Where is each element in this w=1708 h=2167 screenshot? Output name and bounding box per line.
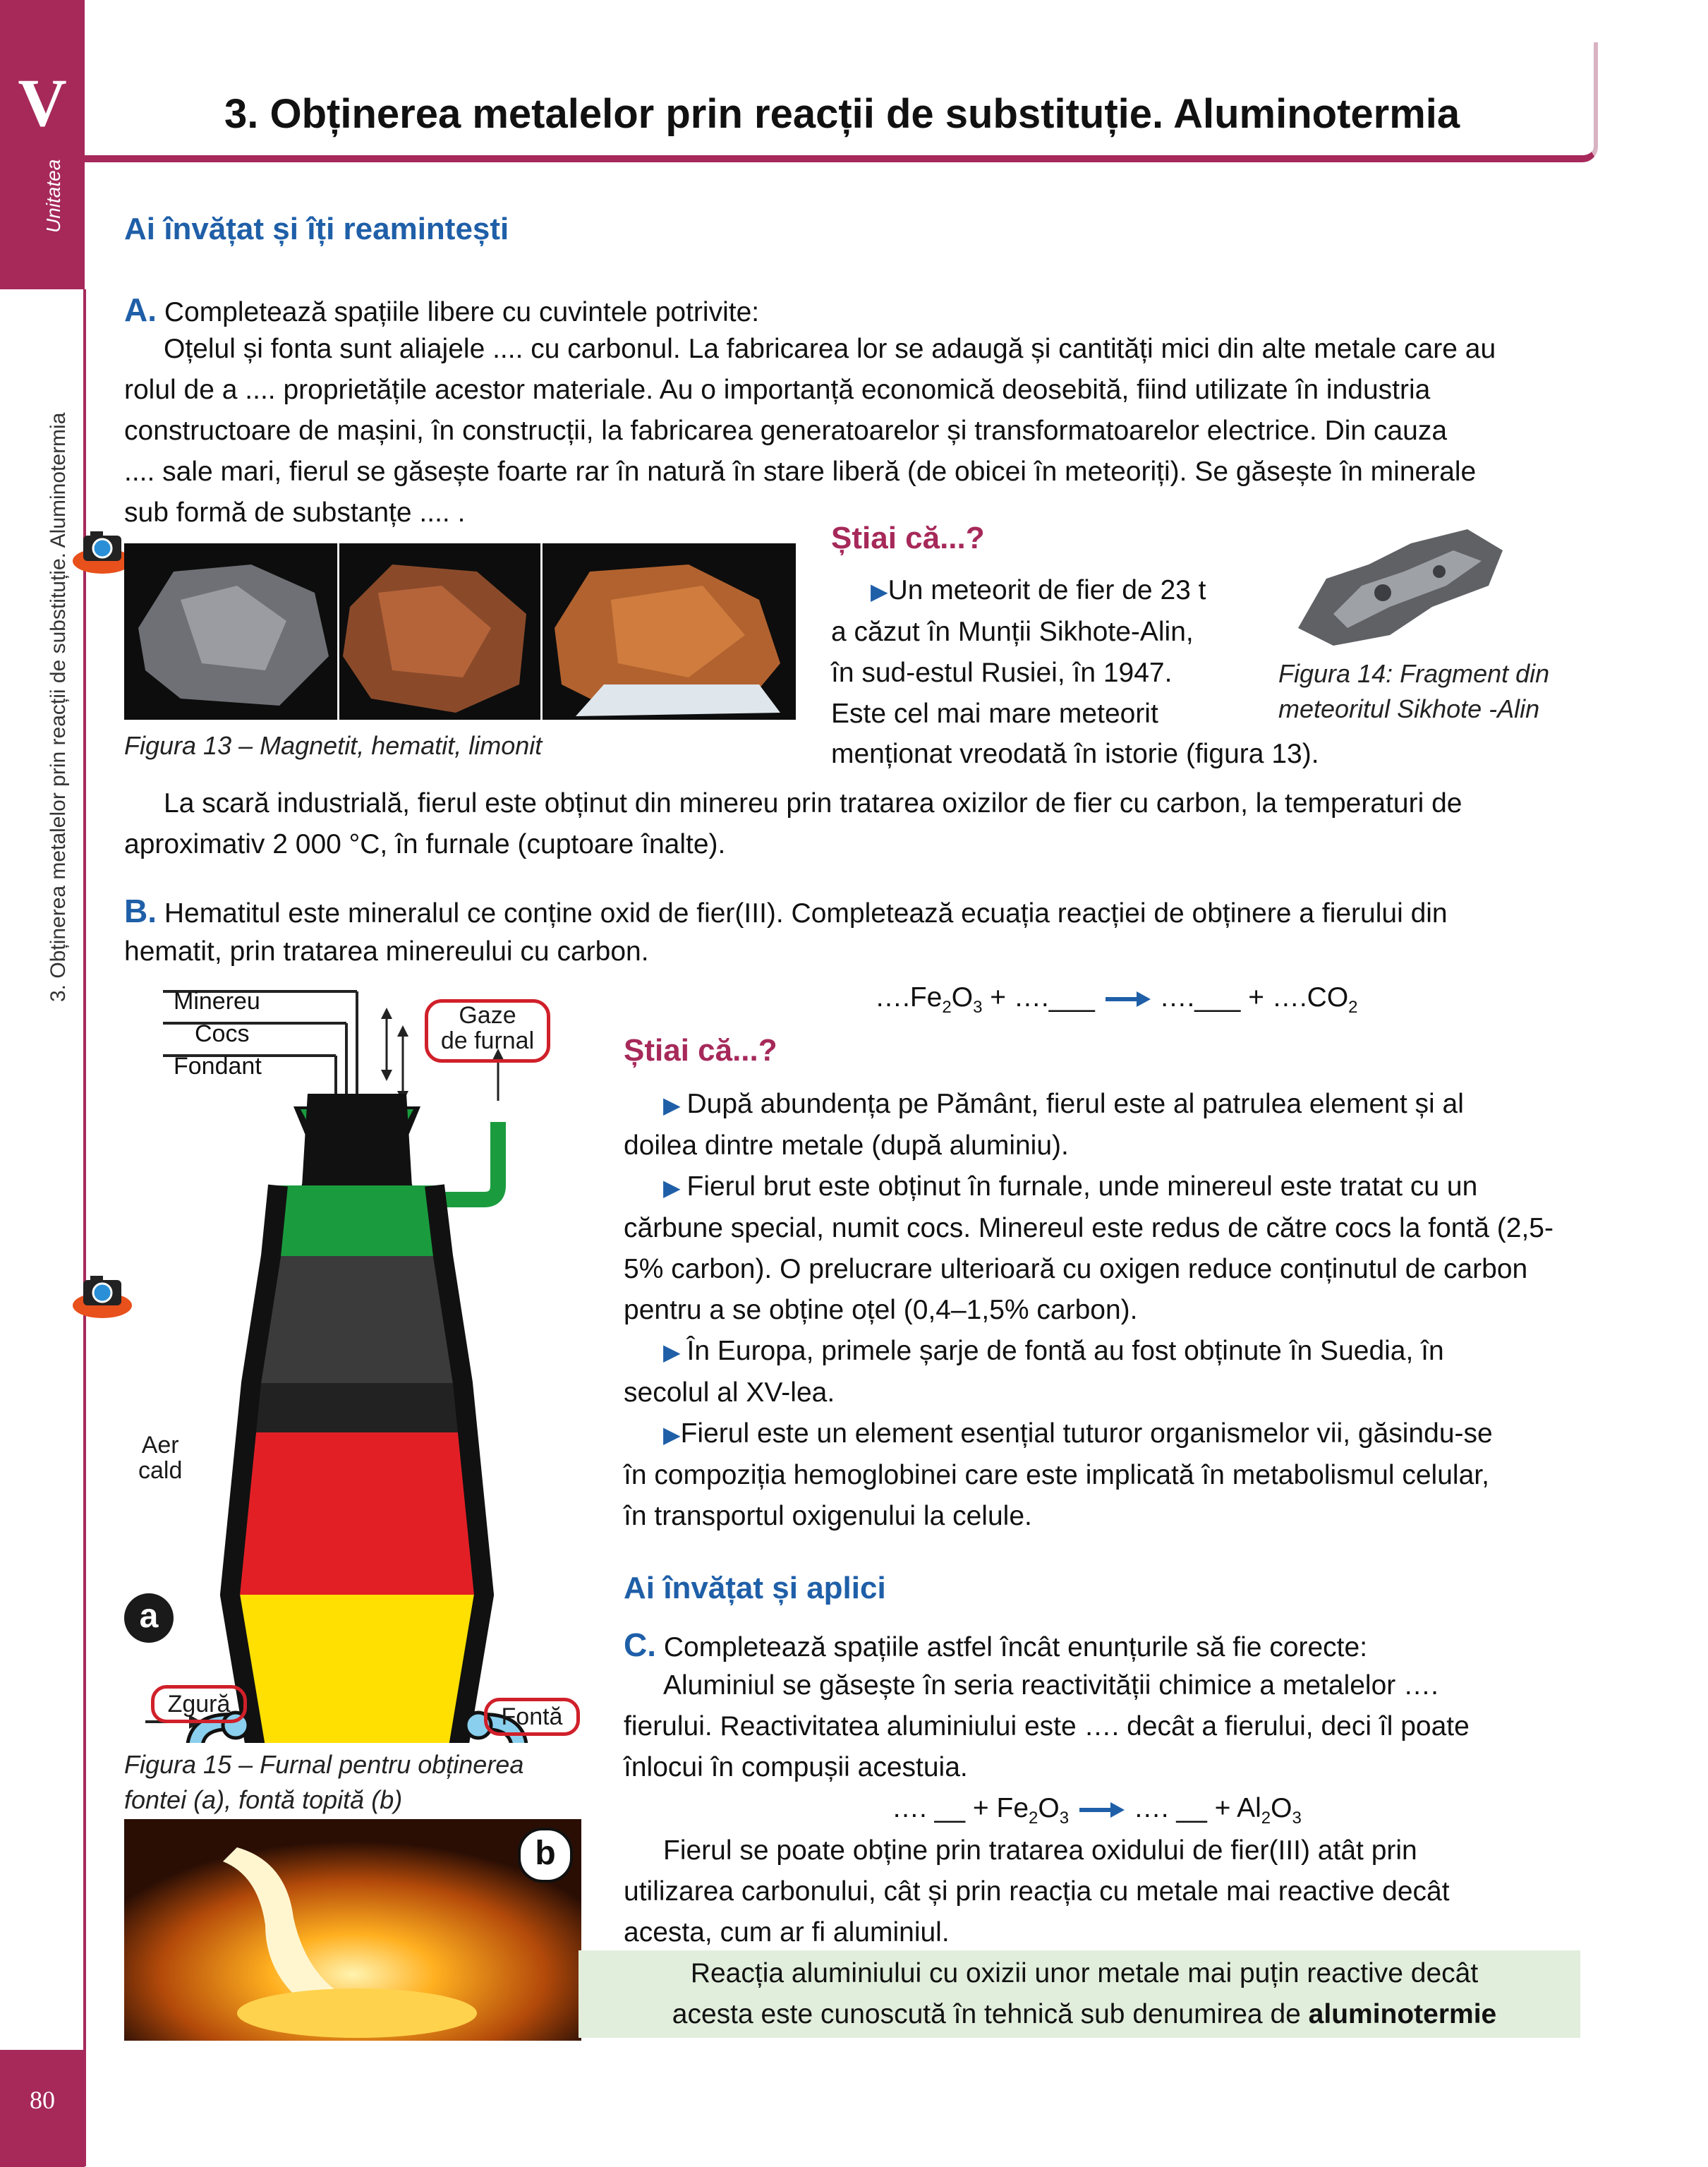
label-b-badge: b (518, 1828, 573, 1883)
label-a-badge: a (124, 1593, 174, 1643)
part-b-line: Hematitul este mineralul ce conține oxid de fier(III). Completează ecuația reacției de obținere a fierului din (164, 898, 1448, 929)
label-line: Aer (141, 1432, 179, 1459)
equation-part: O (1271, 1793, 1292, 1823)
part-c-letter: C. (624, 1626, 656, 1663)
subscript: 2 (1261, 1808, 1271, 1828)
fact-line (624, 1331, 1580, 1372)
part-b-letter: B. (124, 893, 157, 929)
blast-furnace-diagram (124, 988, 590, 1743)
industrial-paragraph: La scară industrială, fierul este obținut din minereu prin tratarea oxizilor de fier cu carbon, la temperaturi de (164, 788, 1462, 819)
fact-text: În Europa, primele șarje de fontă au fost obținute în Suedia, în (686, 1336, 1444, 1366)
triangle-bullet-icon: ▶ (663, 1092, 687, 1118)
meteorite-photo (1284, 522, 1517, 649)
label-fondant: Fondant (174, 1053, 262, 1080)
definition-line: Reacția aluminiului cu oxizii unor metale mai puțin reactive decât (690, 1958, 1479, 1988)
subscript: 2 (1029, 1808, 1038, 1828)
fact-line: în transportul oxigenului la celule. (624, 1501, 1032, 1531)
fact-line: 5% carbon). O prelucrare ulterioară cu oxigen reduce conținutul de carbon (624, 1254, 1528, 1284)
figure-14-caption (1278, 656, 1549, 727)
part-c-line: Aluminiul se găsește în seria reactivității chimice a metalelor …. (663, 1670, 1439, 1701)
label-zgura: Zgură (151, 1685, 247, 1723)
part-c-line: acesta, cum ar fi aluminiul. (624, 1917, 950, 1948)
caption-line: fontei (a), fontă topită (b) (124, 1785, 403, 1814)
equation-part: ….___ + ….CO (1159, 982, 1349, 1013)
part-c-line: fierului. Reactivitatea aluminiului este …. decât a fierului, deci îl poate (624, 1711, 1470, 1742)
unit-letter: V (18, 65, 67, 140)
subscript: 3 (973, 997, 983, 1017)
equation-part: O (951, 982, 974, 1013)
side-lesson-title: 3. Obținerea metalelor prin reacții de substituție. Aluminotermia (47, 412, 70, 1002)
part-c-line: Fierul se poate obține prin tratarea oxidului de fier(III) atât prin (663, 1835, 1417, 1866)
did-you-know-list (624, 1084, 1580, 1537)
subscript: 2 (942, 997, 952, 1017)
part-a-line: constructoare de mașini, în construcții, la fabricarea generatoarelor și transformatoarelor electrice. Din cauza (124, 416, 1448, 446)
figure-13-caption: Figura 13 – Magnetit, hematit, limonit (124, 731, 543, 760)
label-minereu: Minereu (174, 988, 260, 1015)
equation-part: ….Fe (875, 982, 943, 1013)
part-b-text (124, 891, 1577, 934)
fact-line (624, 1084, 1580, 1125)
definition-text: acesta este cunoscută în tehnică sub denumirea de (672, 1999, 1309, 2029)
fact-line: a căzut în Munții Sikhote-Alin, (831, 617, 1194, 647)
instruction-text: Completează spațiile libere cu cuvintele potrivite: (164, 297, 760, 327)
arrow-right-icon (1103, 989, 1152, 1010)
did-you-know-title: Știai că...? (624, 1033, 777, 1068)
label-gaze-furnal (425, 999, 550, 1063)
label-aer-cald (138, 1432, 182, 1483)
instruction-text: Completează spațiile astfel încât enunțurile să fie corecte: (663, 1632, 1368, 1662)
equation-part: O (1038, 1793, 1060, 1823)
caption-line: Figura 14: Fragment din (1278, 659, 1550, 688)
equation-b (875, 977, 1358, 1028)
definition-term: aluminotermie (1308, 1999, 1497, 2029)
triangle-bullet-icon: ▶ (663, 1175, 687, 1200)
fact-line (831, 570, 1240, 612)
fact-line: în compoziția hemoglobinei care este implicată în metabolismul celular, (624, 1460, 1489, 1490)
fact-line (624, 1166, 1580, 1208)
did-you-know-text (831, 570, 1240, 735)
part-c-line: utilizarea carbonului, cât și prin reacția cu metale mai reactive decât (624, 1876, 1450, 1907)
subscript: 3 (1059, 1808, 1070, 1828)
part-c-line: înlocui în compușii acestuia. (624, 1752, 968, 1782)
fact-line: doilea dintre metale (după aluminiu). (624, 1130, 1069, 1161)
industrial-paragraph: aproximativ 2 000 °C, în furnale (cuptoare înalte). (124, 829, 726, 859)
caption-line: Figura 15 – Furnal pentru obținerea (124, 1750, 524, 1779)
fact-line: cărbune special, numit cocs. Minereul este redus de către cocs la fontă (2,5- (624, 1213, 1553, 1243)
fact-text: Fierul brut este obținut în furnale, unde minereul este tratat cu un (686, 1171, 1478, 1202)
section-heading: Ai învățat și îți reamintești (124, 212, 509, 246)
triangle-bullet-icon: ▶ (663, 1339, 687, 1365)
part-a-letter: A. (124, 291, 157, 328)
equation-part: …. __ + Fe (892, 1793, 1029, 1823)
part-a-line: Oțelul și fonta sunt aliajele .... cu carbonul. La fabricarea lor se adaugă și cantități mici din alte metale care au (164, 334, 1496, 364)
triangle-bullet-icon: ▶ (663, 1422, 681, 1447)
triangle-bullet-icon: ▶ (871, 579, 888, 604)
molten-iron-photo (124, 1819, 581, 2041)
part-c-text (624, 1665, 1580, 1788)
part-a-line: .... sale mari, fierul se găsește foarte rar în natură în stare liberă (de obicei în meteoriți). Se găsește în minerale (124, 457, 1477, 487)
fact-line: în sud-estul Rusiei, în 1947. (831, 658, 1173, 688)
fact-text: Fierul este un element esențial tuturor organismelor vii, găsindu-se (680, 1418, 1493, 1449)
caption-line: meteoritul Sikhote -Alin (1278, 694, 1540, 723)
subscript: 2 (1348, 997, 1358, 1017)
fact-line (624, 1413, 1580, 1455)
fact-text: Un meteorit de fier de 23 t (888, 575, 1206, 605)
label-line: de furnal (440, 1027, 535, 1054)
definition-line (594, 1994, 1575, 2035)
part-c-instruction (624, 1624, 1367, 1668)
part-a-line: sub formă de substanțe .... . (124, 497, 466, 528)
fact-line: Este cel mai mare meteorit (831, 699, 1158, 729)
label-line: Gaze (459, 1002, 516, 1029)
page-number: 80 (30, 2086, 55, 2114)
part-b-line: hematit, prin tratarea minereului cu carbon. (124, 936, 649, 967)
label-cocs: Cocs (195, 1020, 250, 1047)
arrow-right-icon (1077, 1799, 1126, 1821)
part-a-line: rolul de a .... proprietățile acestor materiale. Au o importanță economică deosebită, fiind utilizate în industria (124, 375, 1431, 405)
equation-part: + ….___ (982, 982, 1095, 1013)
part-c-text (624, 1830, 1580, 1953)
subscript: 3 (1292, 1808, 1302, 1828)
equation-part: …. __ + Al (1133, 1793, 1261, 1823)
did-you-know-title: Știai că...? (831, 521, 985, 555)
fact-text: După abundența pe Pământ, fierul este al patrulea element și al (686, 1089, 1464, 1119)
label-line: cald (138, 1457, 183, 1484)
figure-15-caption (124, 1747, 523, 1818)
fact-line: pentru a se obține oțel (0,4–1,5% carbon). (624, 1295, 1138, 1325)
label-fonta: Fontă (484, 1698, 580, 1736)
unit-tab (0, 0, 85, 289)
fact-line: menționat vreodată în istorie (figura 13). (831, 739, 1319, 769)
unit-label: Unitatea (42, 159, 64, 233)
page-title: 3. Obținerea metalelor prin reacții de substituție. Aluminotermia (224, 91, 1460, 137)
minerals-photo (124, 543, 796, 720)
section-heading: Ai învățat și aplici (624, 1571, 886, 1605)
fact-line: secolul al XV-lea. (624, 1377, 835, 1408)
part-a-instruction (124, 289, 759, 333)
